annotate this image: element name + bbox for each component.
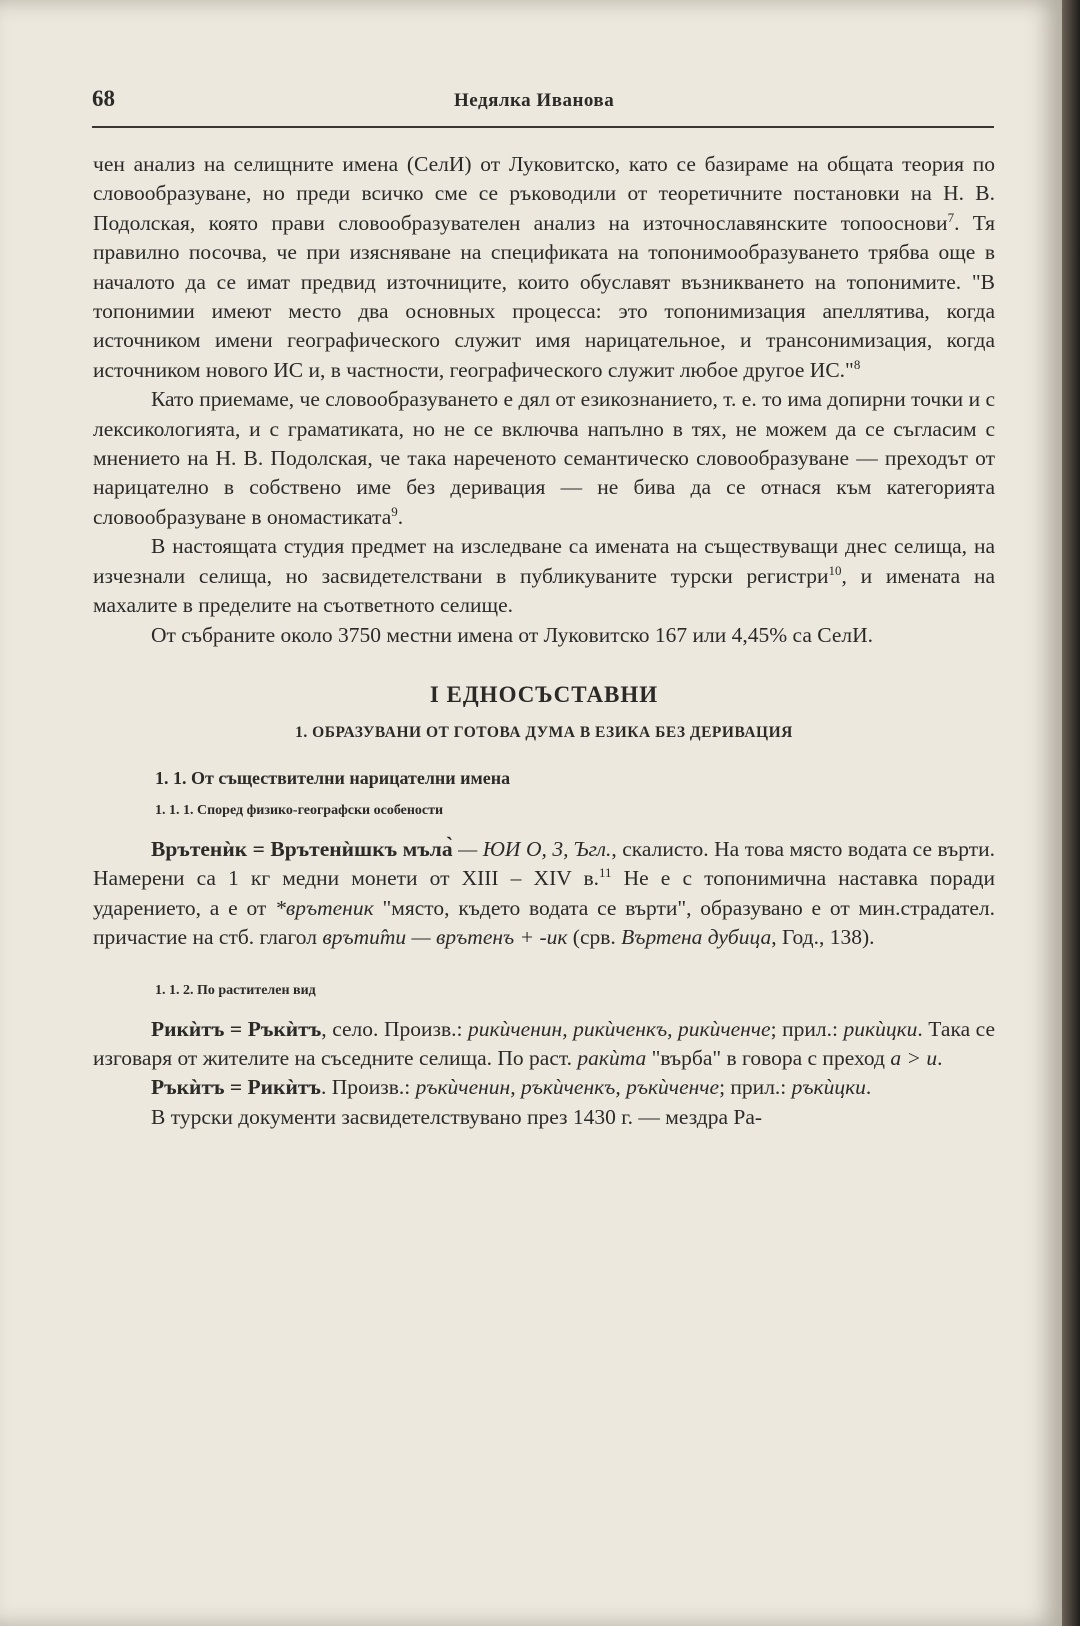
paragraph-3: В настоящата студия предмет на изследване са имената на съществуващи днес селища, на изчезнали селища, но засвидетелствани в публикуваните турски регистри$^{10}$, и имената на махалите в пределите на съответното селище.	[93, 534, 996, 618]
footnote-ref-8: 8	[853, 356, 861, 372]
paragraph-5: В турски документи засвидетелствувано през 1430 г. — мездра Ра-	[151, 1104, 763, 1129]
subsubsection-heading: 1. 1. От съществителни нарицателни имена	[155, 767, 511, 788]
entry-headword: Рикѝтъ = Ръкѝтъ	[151, 1016, 322, 1041]
paragraph-4: От събраните около 3750 местни имена от Луковитско 167 или 4,45% са СелИ.	[151, 622, 874, 647]
footnote-ref-11: 11	[599, 865, 612, 881]
section-heading: I ЕДНОСЪСТАВНИ	[429, 681, 659, 707]
entry-vrutenik: Врътенѝк = Врътенѝшкъ мъла̀ — ЮИ О, 3, Ъгл., скалисто. На това място водата се върти. Намерени са 1 кг медни монети от XIII – XIV в.$^{11}$ Не е с топонимична наставка поради ударението, а е от *врътеник "място, където водата се върти", образувано е от мин.страдател. причастие на стб. глагол връти̂ти — врътенъ + -ик (срв. Въртена дубица, Год., 138).	[93, 836, 995, 950]
entry-rukitu: Ръкѝтъ = Рикѝтъ. Произв.: ръкѝченин, ръкѝченкъ, ръкѝченче; прил.: ръкѝцки.	[151, 1075, 872, 1100]
entry-rikitu: Рикѝтъ = Ръкѝтъ, село. Произв.: рикѝченин, рикѝченкъ, рикѝченче; прил.: рикѝцки. Така се изговаря от жителите на съседните селища. По раст. ракѝта "върба" в говора с преход а > и.	[93, 1016, 996, 1070]
page-body	[93, 150, 995, 1132]
category-heading-2: 1. 1. 2. По растителен вид	[155, 982, 316, 998]
running-header	[92, 86, 992, 126]
paragraph-1: чен анализ на селищните имена (СелИ) от Луковитско, като се базираме на общата теория по словообразуване, но преди всичко сме се ръководили от теоретичните постановки на Н. В. Подолская, която прави словообразувателен анализ на източнославянските топооснови$^7$. Тя правилно посочва, че при изясняване на спецификата на топонимообразуването трябва още в началото да се имат предвид източниците, които обуславят възникването на топонимите. "В топонимии имеют место два основных процесса: это топонимизация апеллятива, когда источником имени географического служит имя нарицательное, и трансонимизация, когда источником нового ИС и, в частности, географического служит любое другое ИС."$^8$	[93, 152, 995, 382]
footnote-ref-10: 10	[828, 562, 842, 578]
header-rule	[92, 126, 994, 128]
footnote-ref-9: 9	[391, 503, 398, 519]
book-spine-edge	[1062, 0, 1080, 1626]
entry-headword: Ръкѝтъ = Рикѝтъ	[151, 1075, 321, 1100]
page-number: 68	[92, 86, 115, 111]
paragraph-2: Като приемаме, че словообразуването е дял от езикознанието, т. е. то има допирни точки и с лексикологията, и с граматиката, но не се включва напълно в тях, не можем да се съгласим с мнението на Н. В. Подолская, че така нареченото семантическо словообразуване — преходът от нарицателно в собствено име без деривация — не бива да се отнася към категорията словообразуване в ономастиката$^9$.	[93, 387, 995, 529]
subsection-heading: 1. ОБРАЗУВАНИ ОТ ГОТОВА ДУМА В ЕЗИКА БЕЗ ДЕРИВАЦИЯ	[295, 723, 793, 741]
running-head-author: Недялка Иванова	[454, 90, 615, 111]
category-heading-1: 1. 1. 1. Според физико-географски особености	[155, 802, 444, 818]
entry-headword: Врътенѝк = Врътенѝшкъ мъла̀	[151, 836, 453, 861]
footnote-ref-7: 7	[947, 209, 955, 225]
